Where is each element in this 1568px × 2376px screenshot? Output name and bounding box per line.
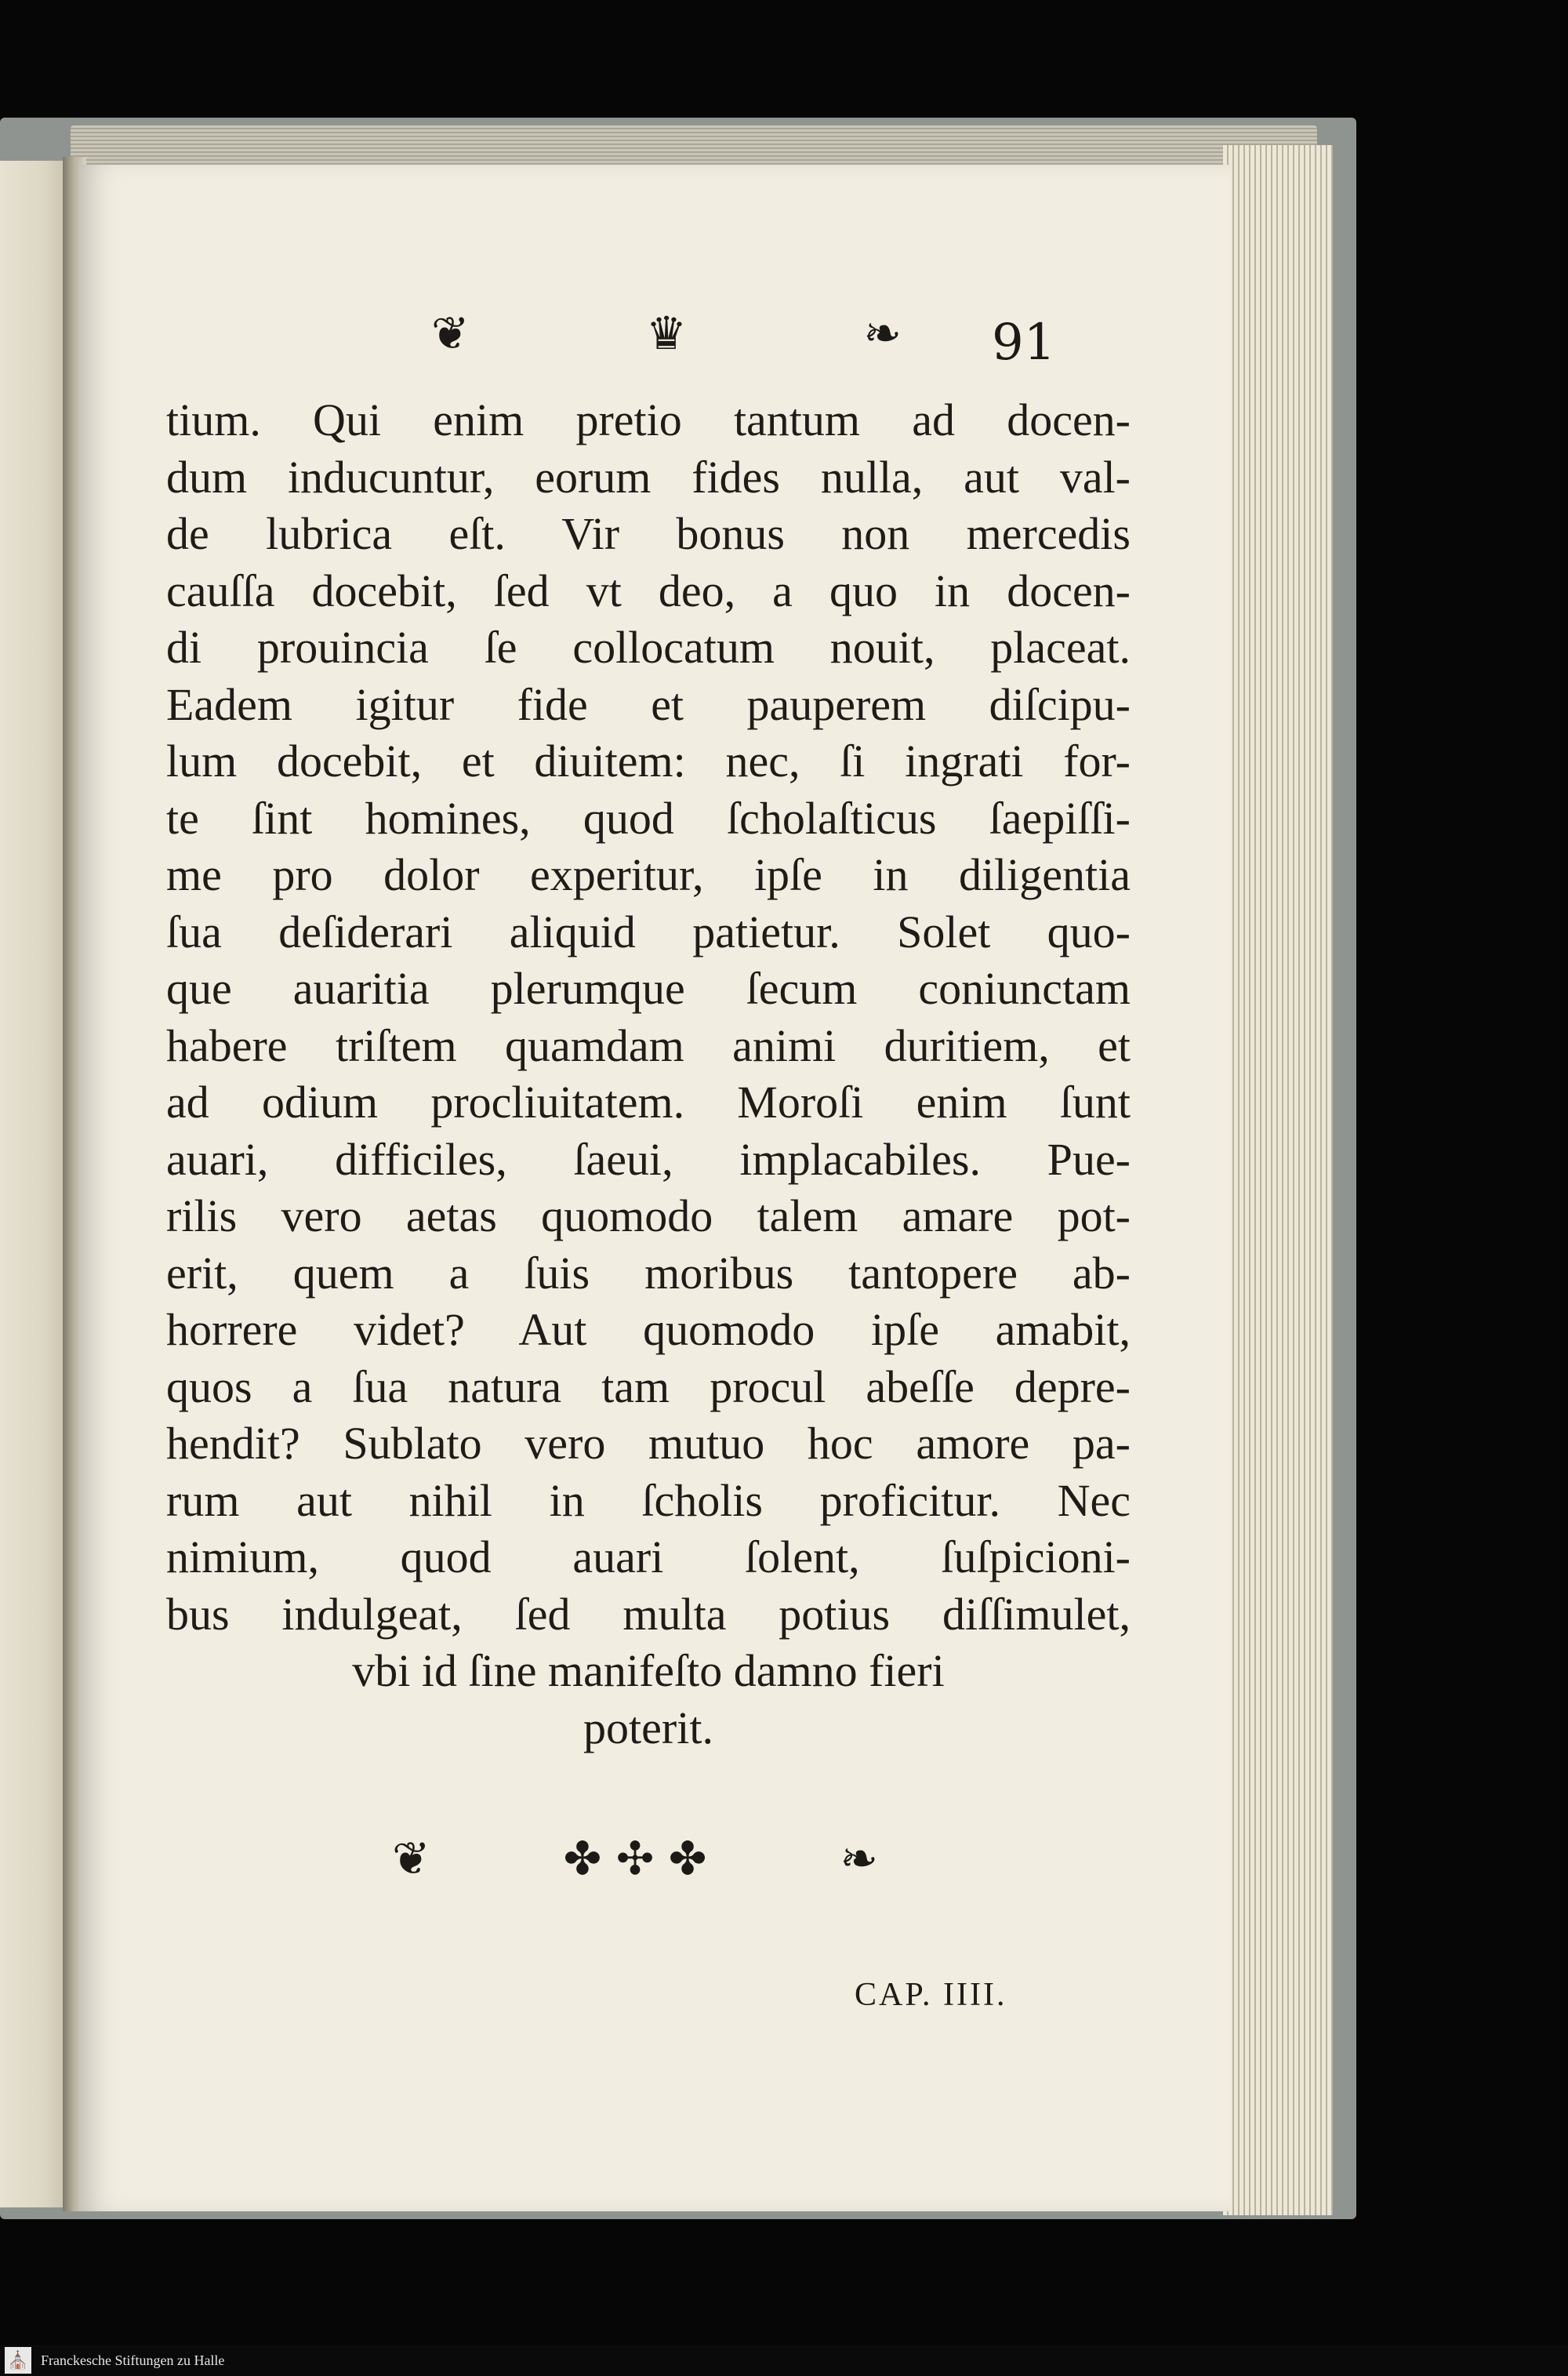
text-line: que auaritia plerumque ſecum coniunctam: [166, 963, 1131, 1014]
fleuron-ornament-icon: ✤ ✣ ✤: [563, 1832, 707, 1885]
leaf-ornament-icon: ❦: [392, 1832, 430, 1885]
text-line: vbi id ſine manifeſto damno fieri: [352, 1645, 945, 1696]
footer-label: Franckesche Stiftungen zu Halle: [41, 2352, 225, 2368]
text-line: Eadem igitur fide et pauperem diſcipu-: [166, 678, 1131, 730]
text-line: quos a ſua natura tam procul abeſſe depre-: [166, 1361, 1131, 1412]
headpiece-ornament: [431, 298, 902, 369]
body-text: [166, 392, 1131, 1757]
book-page: [78, 165, 1231, 2211]
text-line: habere triſtem quamdam animi duritiem, et: [166, 1019, 1131, 1071]
leaf-ornament-icon: ❧: [840, 1832, 878, 1885]
text-line: di prouincia ſe collocatum nouit, placeat.: [166, 622, 1131, 673]
scroll-ornament-icon: ❧: [863, 307, 902, 360]
facing-page: [0, 161, 71, 2207]
crown-ornament-icon: ♛: [646, 307, 687, 360]
catchword: CAP. IIII.: [855, 1977, 1007, 2013]
text-line: lum docebit, et diuitem: nec, ſi ingrati for-: [166, 736, 1131, 787]
text-line: de lubrica eſt. Vir bonus non mercedis: [166, 508, 1131, 559]
text-line: me pro dolor experitur, ipſe in diligentia: [166, 849, 1131, 900]
text-line: auari, difficiles, ſaeui, implacabiles. Pue-: [166, 1133, 1131, 1185]
page-edges-top: [71, 125, 1317, 166]
text-line: poterit.: [583, 1702, 713, 1753]
text-line: dum inducuntur, eorum fides nulla, aut val-: [166, 451, 1131, 503]
text-line: erit, quem a ſuis moribus tantopere ab-: [166, 1247, 1131, 1299]
text-line: tium. Qui enim pretio tantum ad docen-: [166, 394, 1131, 445]
text-line: horrere videt? Aut quomodo ipſe amabit,: [166, 1304, 1131, 1355]
text-line: rum aut nihil in ſcholis proficitur. Nec: [166, 1474, 1131, 1526]
text-line: hendit? Sublato vero mutuo hoc amore pa-: [166, 1418, 1131, 1469]
scroll-ornament-icon: ❦: [431, 307, 470, 360]
page-edges-right: [1223, 145, 1333, 2215]
text-line: ad odium procliuitatem. Moroſi enim ſunt: [166, 1077, 1131, 1128]
text-line: bus indulgeat, ſed multa potius diſſimulet,: [166, 1588, 1131, 1640]
text-line: rilis vero aetas quomodo talem amare pot-: [166, 1190, 1131, 1241]
footer-bar: [0, 2345, 1568, 2376]
text-line: te ſint homines, quod ſcholaſticus ſaepiſſi-: [166, 792, 1131, 844]
text-line: ſua deſiderari aliquid patietur. Solet quo-: [166, 906, 1131, 957]
text-line: nimium, quod auari ſolent, ſuſpicioni-: [166, 1531, 1131, 1582]
page-number: 91: [992, 314, 1056, 372]
text-line: cauſſa docebit, ſed vt deo, a quo in docen-: [166, 565, 1131, 616]
institution-logo-icon: ⛪: [5, 2347, 31, 2374]
tailpiece-ornament: [392, 1827, 878, 1890]
